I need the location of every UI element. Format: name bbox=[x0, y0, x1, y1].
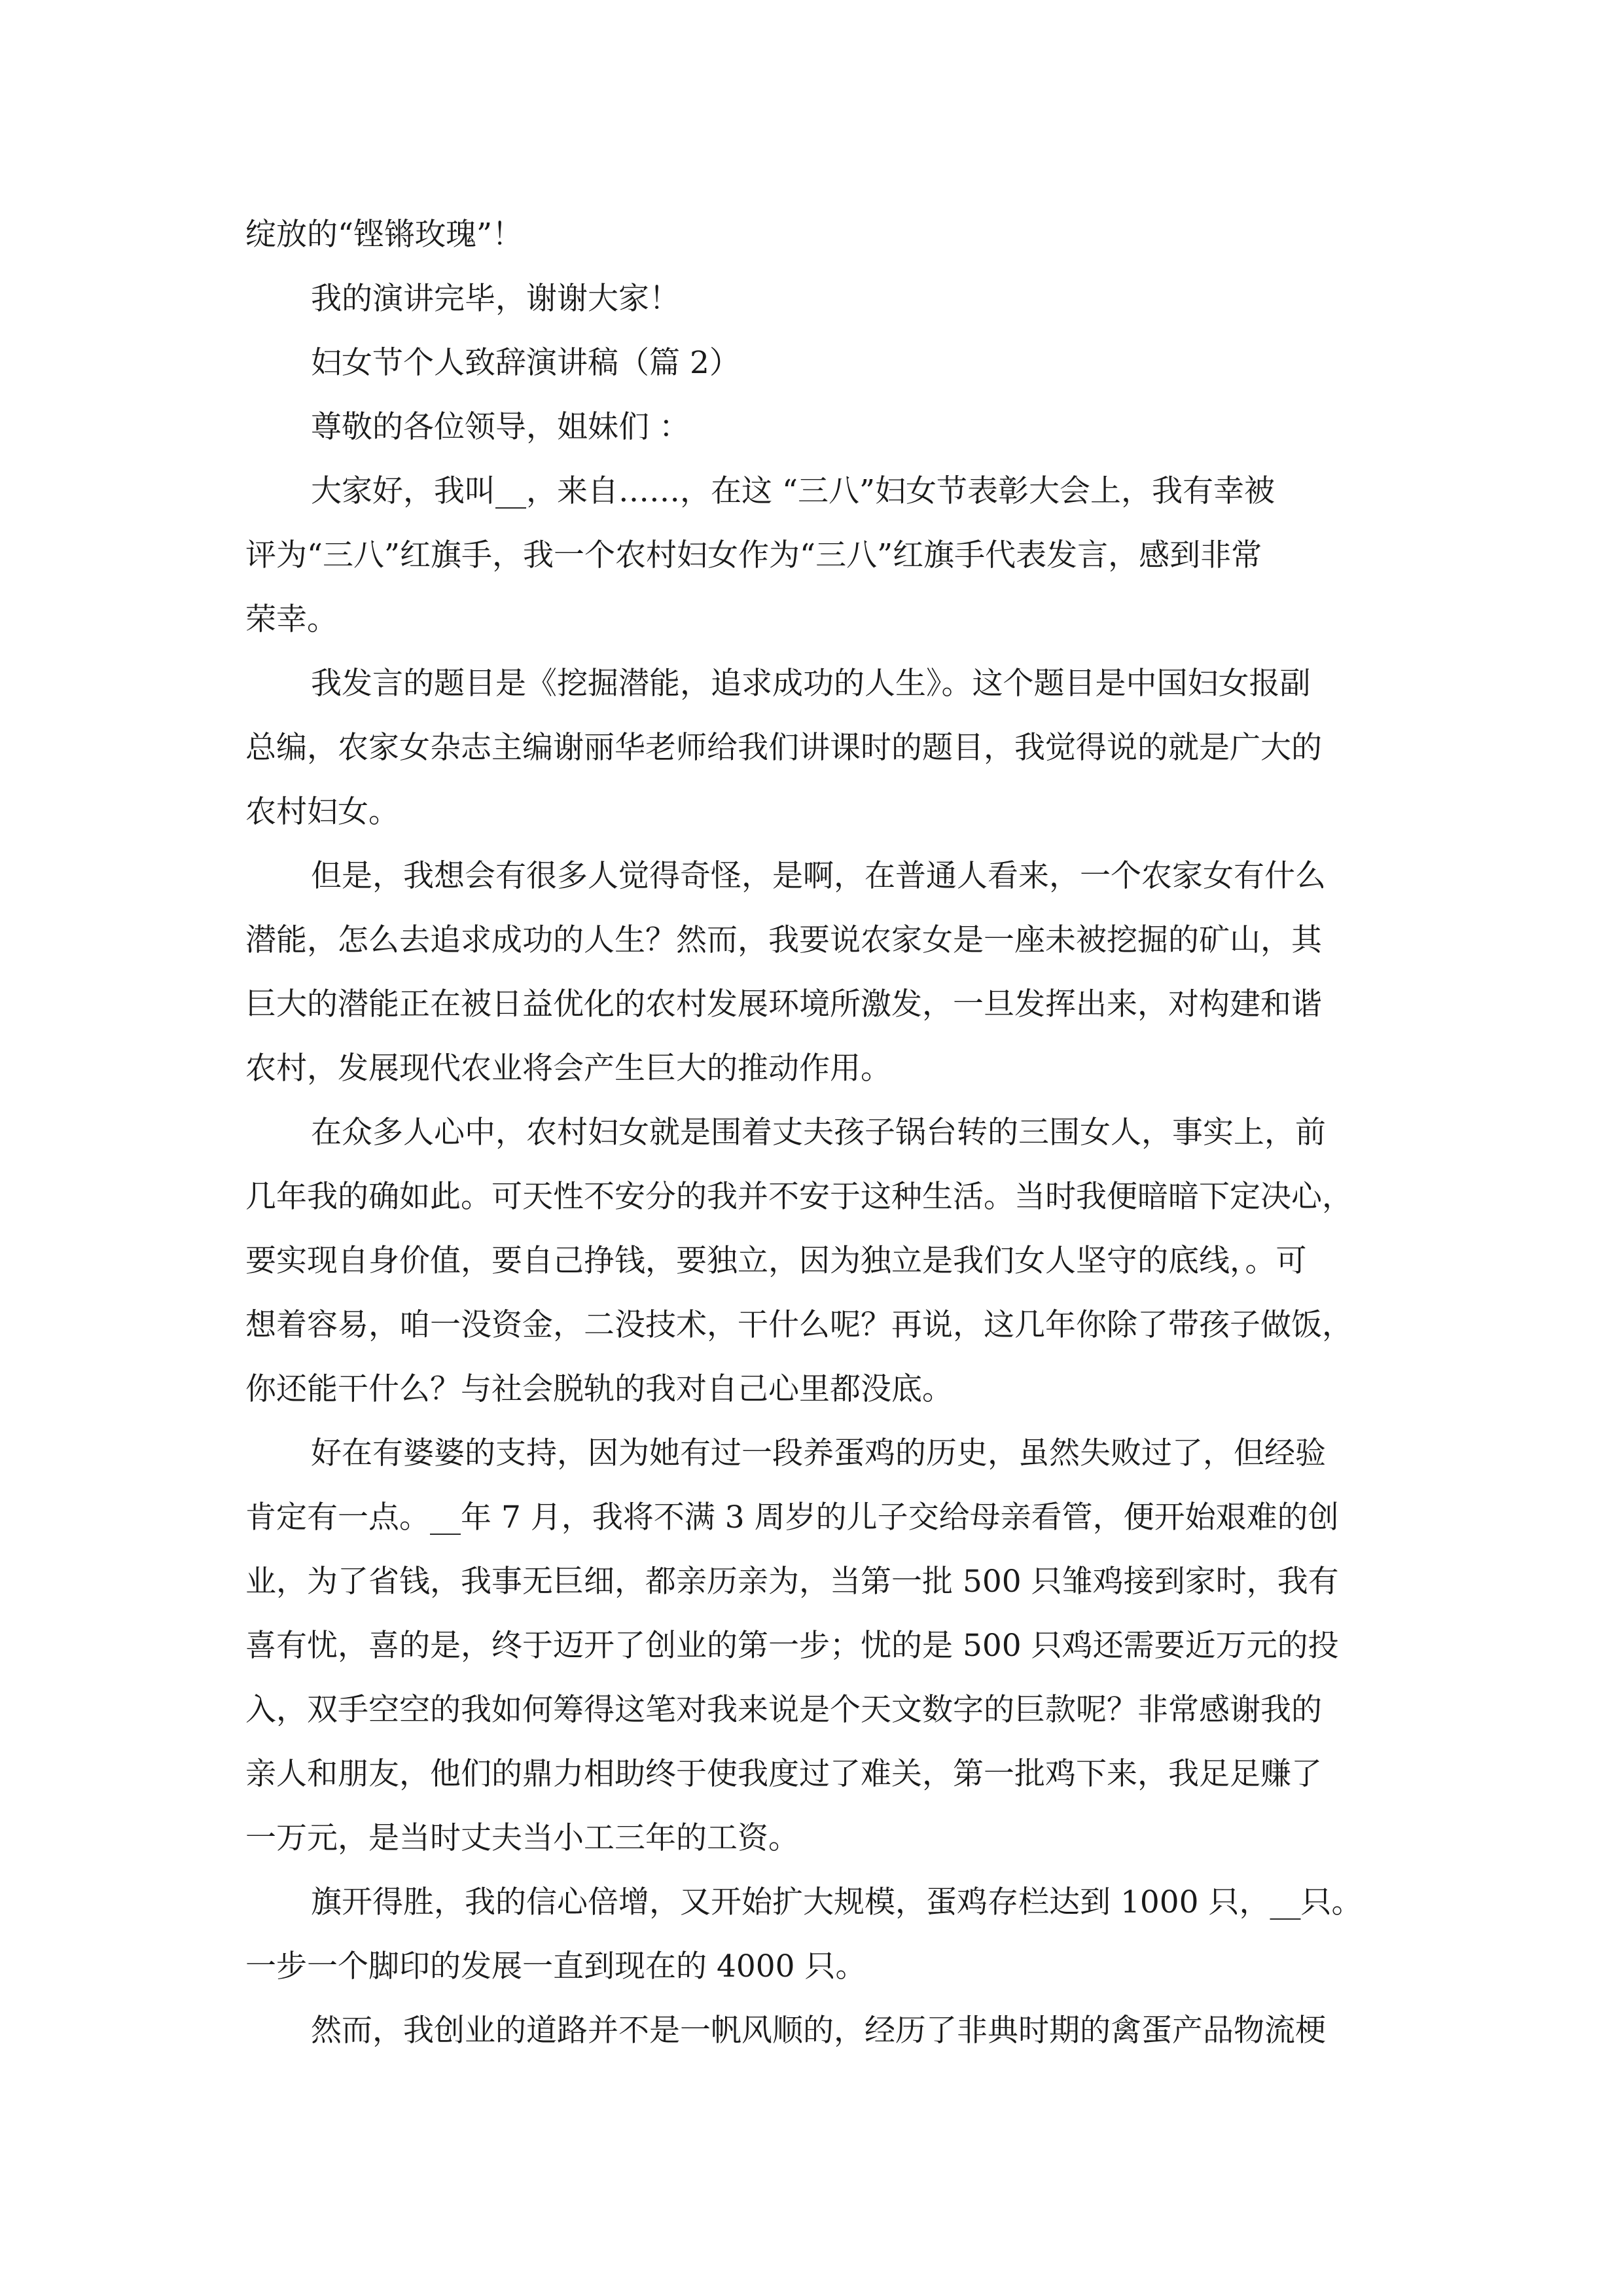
paragraph-line: 我发言的题目是《挖掘潜能，追求成功的人生》。这个题目是中国妇女报副 bbox=[311, 666, 1311, 702]
paragraph-line: 一步一个脚印的发展一直到现在的 4000 只。 bbox=[245, 1948, 866, 1984]
closing-line: 我的演讲完毕，谢谢大家！ bbox=[311, 281, 680, 317]
paragraph-line: 想着容易，咱一没资金，二没技术，干什么呢？再说，这几年你除了带孩子做饭， bbox=[245, 1307, 1353, 1343]
paragraph-line: 业，为了省钱，我事无巨细，都亲历亲为，当第一批 500 只雏鸡接到家时，我有 bbox=[245, 1564, 1339, 1600]
paragraph-line: 巨大的潜能正在被日益优化的农村发展环境所激发，一旦发挥出来，对构建和谐 bbox=[245, 986, 1322, 1022]
paragraph-line: 你还能干什么？与社会脱轨的我对自己心里都没底。 bbox=[245, 1371, 953, 1407]
paragraph-line: 肯定有一点。__年 7 月，我将不满 3 周岁的儿子交给母亲看管，便开始艰难的创 bbox=[245, 1499, 1339, 1535]
paragraph-line: 要实现自身价值，要自己挣钱，要独立，因为独立是我们女人坚守的底线，。可 bbox=[245, 1243, 1307, 1279]
text-line: 绽放的“铿锵玫瑰”！ bbox=[245, 217, 524, 253]
paragraph-line: 入，双手空空的我如何筹得这笔对我来说是个天文数字的巨款呢？非常感谢我的 bbox=[245, 1692, 1322, 1728]
paragraph-line: 农村，发展现代农业将会产生巨大的推动作用。 bbox=[245, 1050, 891, 1086]
document-body bbox=[245, 203, 1404, 2063]
paragraph-line: 在众多人心中，农村妇女就是围着丈夫孩子锅台转的三围女人，事实上，前 bbox=[311, 1115, 1326, 1151]
paragraph-line: 但是，我想会有很多人觉得奇怪，是啊，在普通人看来，一个农家女有什么 bbox=[311, 858, 1326, 894]
paragraph-line: 农村妇女。 bbox=[245, 794, 399, 830]
salutation: 尊敬的各位领导，姐妹们 ： bbox=[311, 409, 690, 445]
paragraph-line: 好在有婆婆的支持，因为她有过一段养蛋鸡的历史，虽然失败过了，但经验 bbox=[311, 1435, 1326, 1471]
paragraph-line: 潜能，怎么去追求成功的人生？然而，我要说农家女是一座未被挖掘的矿山，其 bbox=[245, 922, 1322, 958]
paragraph-line: 亲人和朋友，他们的鼎力相助终于使我度过了难关，第一批鸡下来，我足足赚了 bbox=[245, 1756, 1322, 1792]
paragraph-line: 然而，我创业的道路并不是一帆风顺的，经历了非典时期的禽蛋产品物流梗 bbox=[311, 2013, 1326, 2049]
paragraph-line: 一万元，是当时丈夫当小工三年的工资。 bbox=[245, 1820, 799, 1856]
paragraph-line: 旗开得胜，我的信心倍增，又开始扩大规模，蛋鸡存栏达到 1000 只，__只。 bbox=[311, 1884, 1363, 1920]
paragraph-line: 总编，农家女杂志主编谢丽华老师给我们讲课时的题目，我觉得说的就是广大的 bbox=[245, 730, 1322, 766]
paragraph-line: 几年我的确如此。可天性不安分的我并不安于这种生活。当时我便暗暗下定决心， bbox=[245, 1179, 1353, 1215]
paragraph-line: 评为“三八”红旗手，我一个农村妇女作为“三八”红旗手代表发言，感到非常 bbox=[245, 537, 1262, 573]
section-title: 妇女节个人致辞演讲稿（篇 2） bbox=[311, 345, 740, 381]
paragraph-line: 荣幸。 bbox=[245, 601, 338, 637]
paragraph-line: 喜有忧，喜的是，终于迈开了创业的第一步；忧的是 500 只鸡还需要近万元的投 bbox=[245, 1628, 1339, 1664]
paragraph-line: 大家好，我叫__，来自……，在这 “三八”妇女节表彰大会上，我有幸被 bbox=[311, 473, 1275, 509]
